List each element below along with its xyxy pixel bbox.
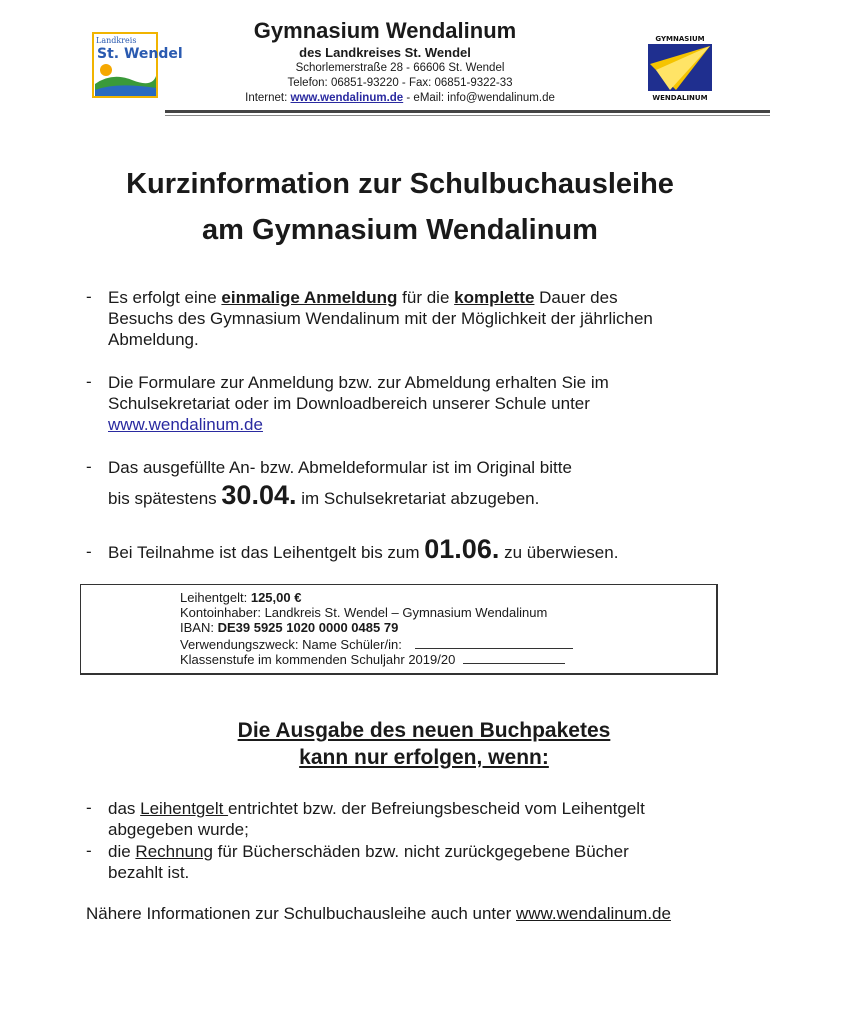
purpose-line: [180, 637, 573, 652]
emphasis-once: einmalige Anmeldung: [221, 288, 398, 307]
text: für die: [397, 288, 455, 307]
text: Das ausgefüllte An- bzw. Abmeldeformular ist im Original bitte: [108, 458, 572, 477]
header-divider: [165, 110, 770, 113]
footer-note: [86, 904, 671, 924]
school-internet-line: [0, 92, 800, 104]
school-district: des Landkreises St. Wendel: [299, 45, 471, 60]
condition-invoice-paid: [108, 841, 708, 883]
text: Dauer des: [534, 288, 618, 307]
text: zu überwiesen.: [499, 543, 619, 562]
handout-heading-line1: Die Ausgabe des neuen Buchpaketes: [237, 719, 611, 742]
text: Es erfolgt eine: [108, 288, 222, 307]
bullet-deadline-date-line: [108, 478, 708, 516]
emphasis-fee: Leihentgelt: [140, 799, 229, 818]
bullet-dash: -: [86, 542, 92, 561]
fee-line: [180, 590, 301, 605]
header-divider-thin: [165, 115, 770, 116]
text: Schulsekretariat oder im Downloadbereich unserer Schule unter: [108, 394, 590, 413]
iban-line: [180, 620, 398, 635]
text: entrichtet bzw. der Befreiungsbescheid vom Leihentgelt: [228, 799, 645, 818]
deadline-date: 30.04: [221, 480, 289, 510]
text: Besuchs des Gymnasium Wendalinum mit der Möglichkeit der jährlichen: [108, 309, 653, 328]
text: Die Formulare zur Anmeldung bzw. zur Abmeldung erhalten Sie im: [108, 373, 609, 392]
logo-text-stwendel: St. Wendel: [97, 46, 183, 62]
text: Leihentgelt:: [180, 590, 251, 605]
bullet-dash: -: [86, 287, 92, 306]
document-title-line1: Kurzinformation zur Schulbuchausleihe: [126, 168, 674, 200]
text: im Schulsekretariat abzugeben.: [296, 489, 540, 508]
school-address: Schorlemerstraße 28 - 66606 St. Wendel: [295, 62, 505, 74]
grade-blank: [463, 652, 565, 664]
text: .: [288, 480, 297, 510]
bullet-forms: [108, 372, 708, 435]
text: bis spätestens: [108, 489, 222, 508]
text: Bei Teilnahme ist das Leihentgelt bis zum: [108, 543, 425, 562]
emphasis-invoice: Rechnung: [135, 842, 213, 861]
payment-date: 01.06: [424, 534, 492, 564]
bullet-deadline-form: [108, 457, 708, 478]
text: das: [108, 799, 141, 818]
text: bezahlt ist.: [108, 863, 190, 882]
logo-text-gymnasium: GYMNASIUM: [655, 35, 705, 43]
footer-website-link[interactable]: www.wendalinum.de: [516, 904, 671, 923]
text: die: [108, 842, 136, 861]
logo-text-wendalinum: WENDALINUM: [652, 94, 708, 102]
school-phone-fax: Telefon: 06851-93220 - Fax: 06851-9322-33: [287, 77, 513, 89]
condition-fee-paid: [108, 798, 708, 840]
document-title-line2: am Gymnasium Wendalinum: [202, 214, 598, 246]
account-holder: Kontoinhaber: Landkreis St. Wendel – Gymnasium Wendalinum: [180, 605, 548, 620]
text: Nähere Informationen zur Schulbuchausleihe auch unter: [86, 904, 516, 923]
grade-line: [180, 652, 565, 667]
text: Abmeldung.: [108, 330, 199, 349]
bullet-dash: -: [86, 841, 92, 860]
email-text: - eMail: info@wendalinum.de: [406, 92, 555, 104]
handout-heading-line2: kann nur erfolgen, wenn:: [299, 746, 549, 769]
forms-website-link[interactable]: www.wendalinum.de: [108, 415, 263, 434]
text: Verwendungszweck: Name Schüler/in:: [180, 637, 402, 652]
name-blank: [415, 637, 573, 649]
text: Klassenstufe im kommenden Schuljahr 2019/20: [180, 652, 456, 667]
fee-amount: 125,00 €: [250, 590, 302, 605]
text: .: [491, 534, 500, 564]
bullet-dash: -: [86, 457, 92, 476]
bullet-registration: [108, 287, 708, 350]
internet-label: Internet:: [245, 92, 288, 104]
text: IBAN:: [180, 620, 218, 635]
bullet-dash: -: [86, 798, 92, 817]
logo-text-landkreis: Landkreis: [96, 36, 137, 45]
bullet-payment-deadline: [108, 532, 728, 570]
bullet-dash: -: [86, 372, 92, 391]
school-name: Gymnasium Wendalinum: [253, 18, 517, 43]
iban-value: DE39 5925 1020 0000 0485 79: [217, 620, 399, 635]
text: für Bücherschäden bzw. nicht zurückgegebene Bücher: [212, 842, 629, 861]
website-link[interactable]: www.wendalinum.de: [290, 92, 404, 104]
emphasis-complete: komplette: [454, 288, 535, 307]
text: abgegeben wurde;: [108, 820, 249, 839]
